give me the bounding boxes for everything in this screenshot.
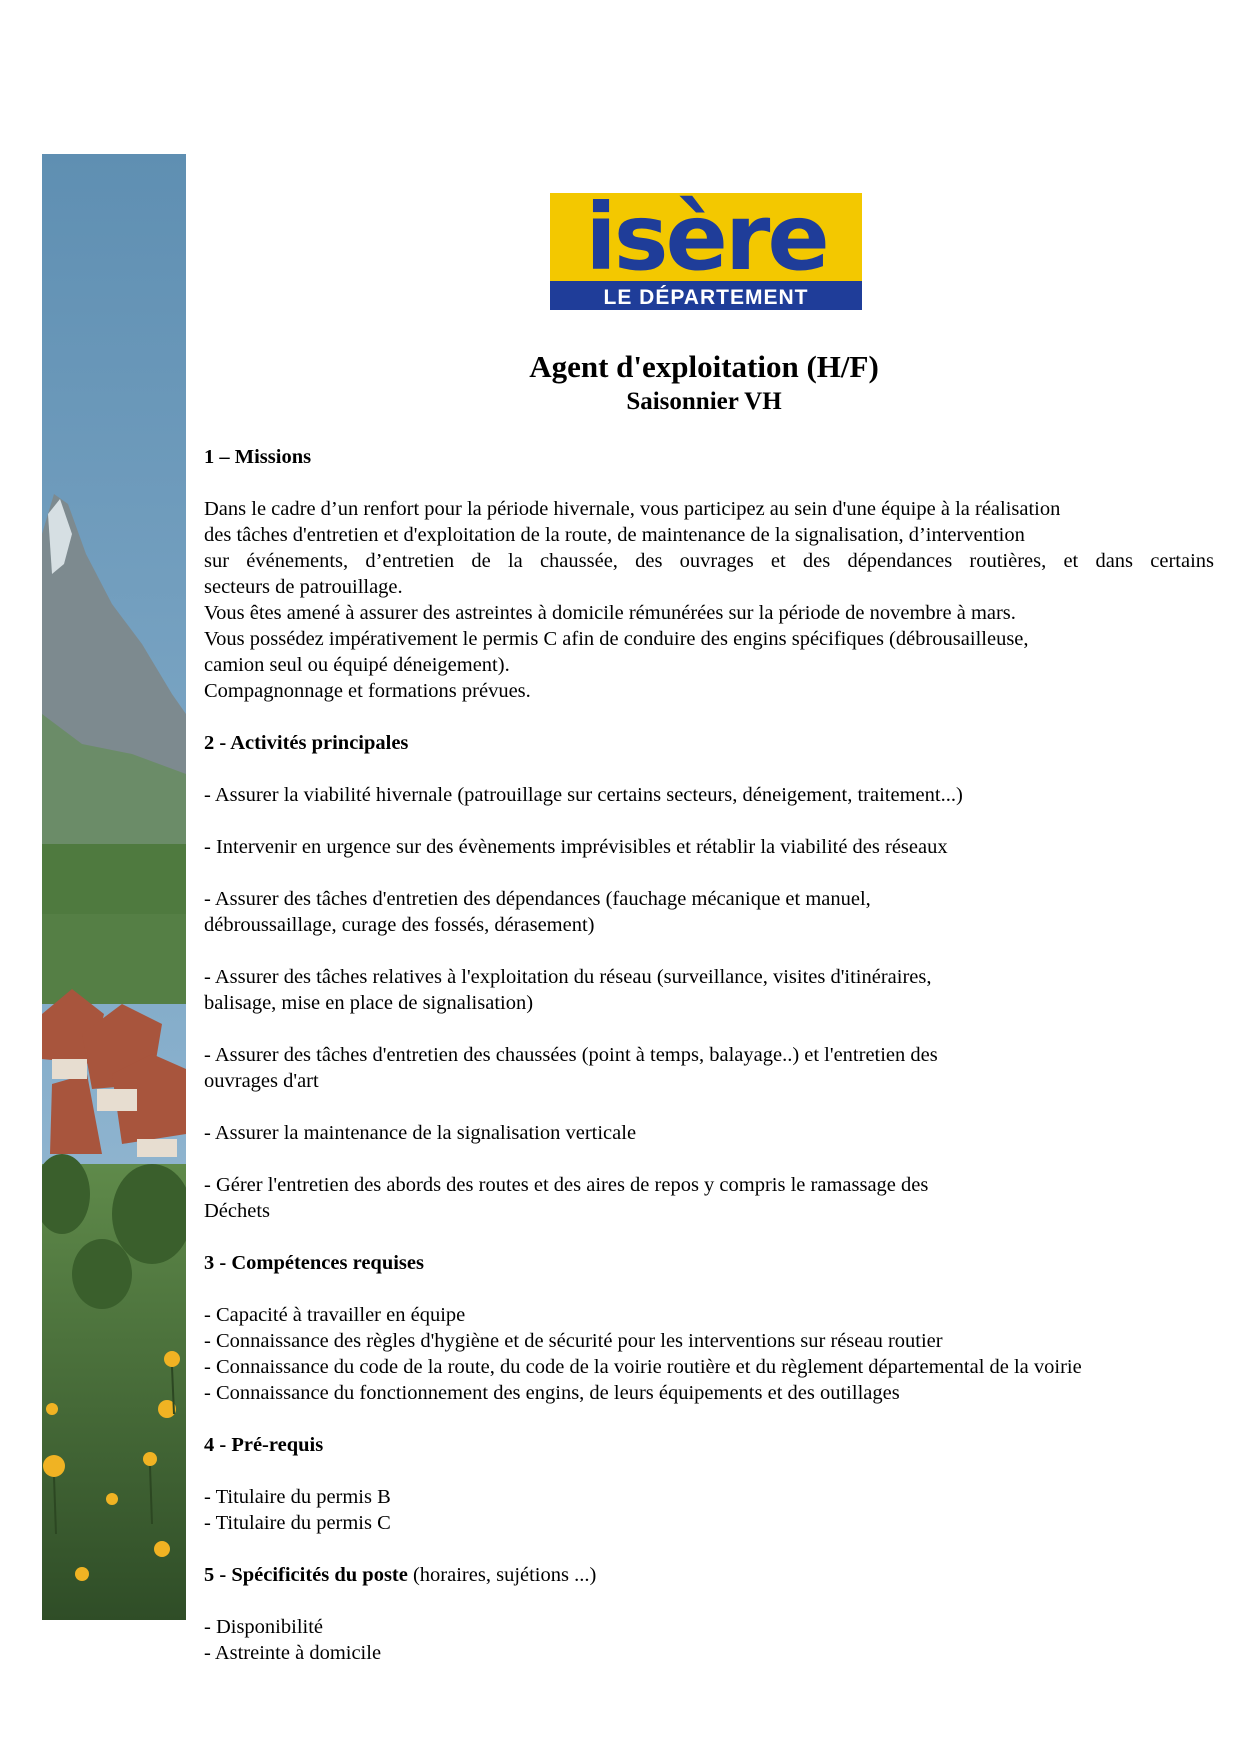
missions-line: Dans le cadre d’un renfort pour la période hivernale, vous participez au sein d'une équipe à la réalisation <box>204 498 1061 520</box>
page-subtitle: Saisonnier VH <box>626 388 782 415</box>
side-landscape-photo <box>42 154 186 1620</box>
specifics-heading-label: 5 - Spécificités du poste <box>204 1564 408 1586</box>
activity-item: - Intervenir en urgence sur des évènements imprévisibles et rétablir la viabilité des réseaux <box>204 836 948 858</box>
activity-item: - Assurer des tâches d'entretien des dépendances (fauchage mécanique et manuel, <box>204 888 871 910</box>
missions-line: sur événements, d’entretien de la chaussée, des ouvrages et des dépendances routières, et dans certains <box>204 550 1214 572</box>
activity-item: - Assurer la viabilité hivernale (patrouillage sur certains secteurs, déneigement, traitement...) <box>204 784 963 806</box>
skill-item: - Connaissance des règles d'hygiène et de sécurité pour les interventions sur réseau routier <box>204 1330 943 1352</box>
page-title: Agent d'exploitation (H/F) <box>529 349 879 384</box>
skill-item: - Capacité à travailler en équipe <box>204 1304 466 1326</box>
logo-word: isère <box>585 184 827 291</box>
missions-line: camion seul ou équipé déneigement). <box>204 654 510 676</box>
activity-item-cont: balisage, mise en place de signalisation) <box>204 992 534 1014</box>
skill-item: - Connaissance du code de la route, du code de la voirie routière et du règlement départemental de la voirie <box>204 1356 1082 1378</box>
specifics-item: - Disponibilité <box>204 1616 324 1638</box>
missions-line: Vous êtes amené à assurer des astreintes à domicile rémunérées sur la période de novembre à mars. <box>204 602 1016 624</box>
skills-heading: 3 - Compétences requises <box>204 1252 424 1274</box>
activity-item: - Assurer des tâches d'entretien des chaussées (point à temps, balayage..) et l'entretien des <box>204 1044 938 1066</box>
missions-line: Vous possédez impérativement le permis C afin de conduire des engins spécifiques (débrousailleuse, <box>204 628 1029 650</box>
missions-line: des tâches d'entretien et d'exploitation de la route, de maintenance de la signalisation, d’intervention <box>204 524 1025 546</box>
job-description <box>204 444 1214 1666</box>
isere-department-logo <box>550 175 862 310</box>
specifics-item: - Astreinte à domicile <box>204 1642 382 1664</box>
specifics-heading <box>204 1562 1214 1588</box>
prereq-item: - Titulaire du permis C <box>204 1512 391 1534</box>
logo-subtitle: LE DÉPARTEMENT <box>603 286 809 309</box>
skill-item: - Connaissance du fonctionnement des engins, de leurs équipements et des outillages <box>204 1382 900 1404</box>
prereq-heading: 4 - Pré-requis <box>204 1434 324 1456</box>
activity-item-cont: Déchets <box>204 1200 271 1222</box>
prereq-item: - Titulaire du permis B <box>204 1486 391 1508</box>
activity-item: - Gérer l'entretien des abords des routes et des aires de repos y compris le ramassage des <box>204 1174 929 1196</box>
activity-item: - Assurer la maintenance de la signalisation verticale <box>204 1122 637 1144</box>
activity-item: - Assurer des tâches relatives à l'exploitation du réseau (surveillance, visites d'itinéraires, <box>204 966 932 988</box>
specifics-heading-suffix: (horaires, sujétions ...) <box>407 1564 597 1586</box>
missions-heading: 1 – Missions <box>204 446 312 468</box>
missions-line: secteurs de patrouillage. <box>204 576 403 598</box>
activities-heading: 2 - Activités principales <box>204 732 409 754</box>
activity-item-cont: ouvrages d'art <box>204 1070 319 1092</box>
missions-line: Compagnonnage et formations prévues. <box>204 680 531 702</box>
activity-item-cont: débroussaillage, curage des fossés, dérasement) <box>204 914 595 936</box>
